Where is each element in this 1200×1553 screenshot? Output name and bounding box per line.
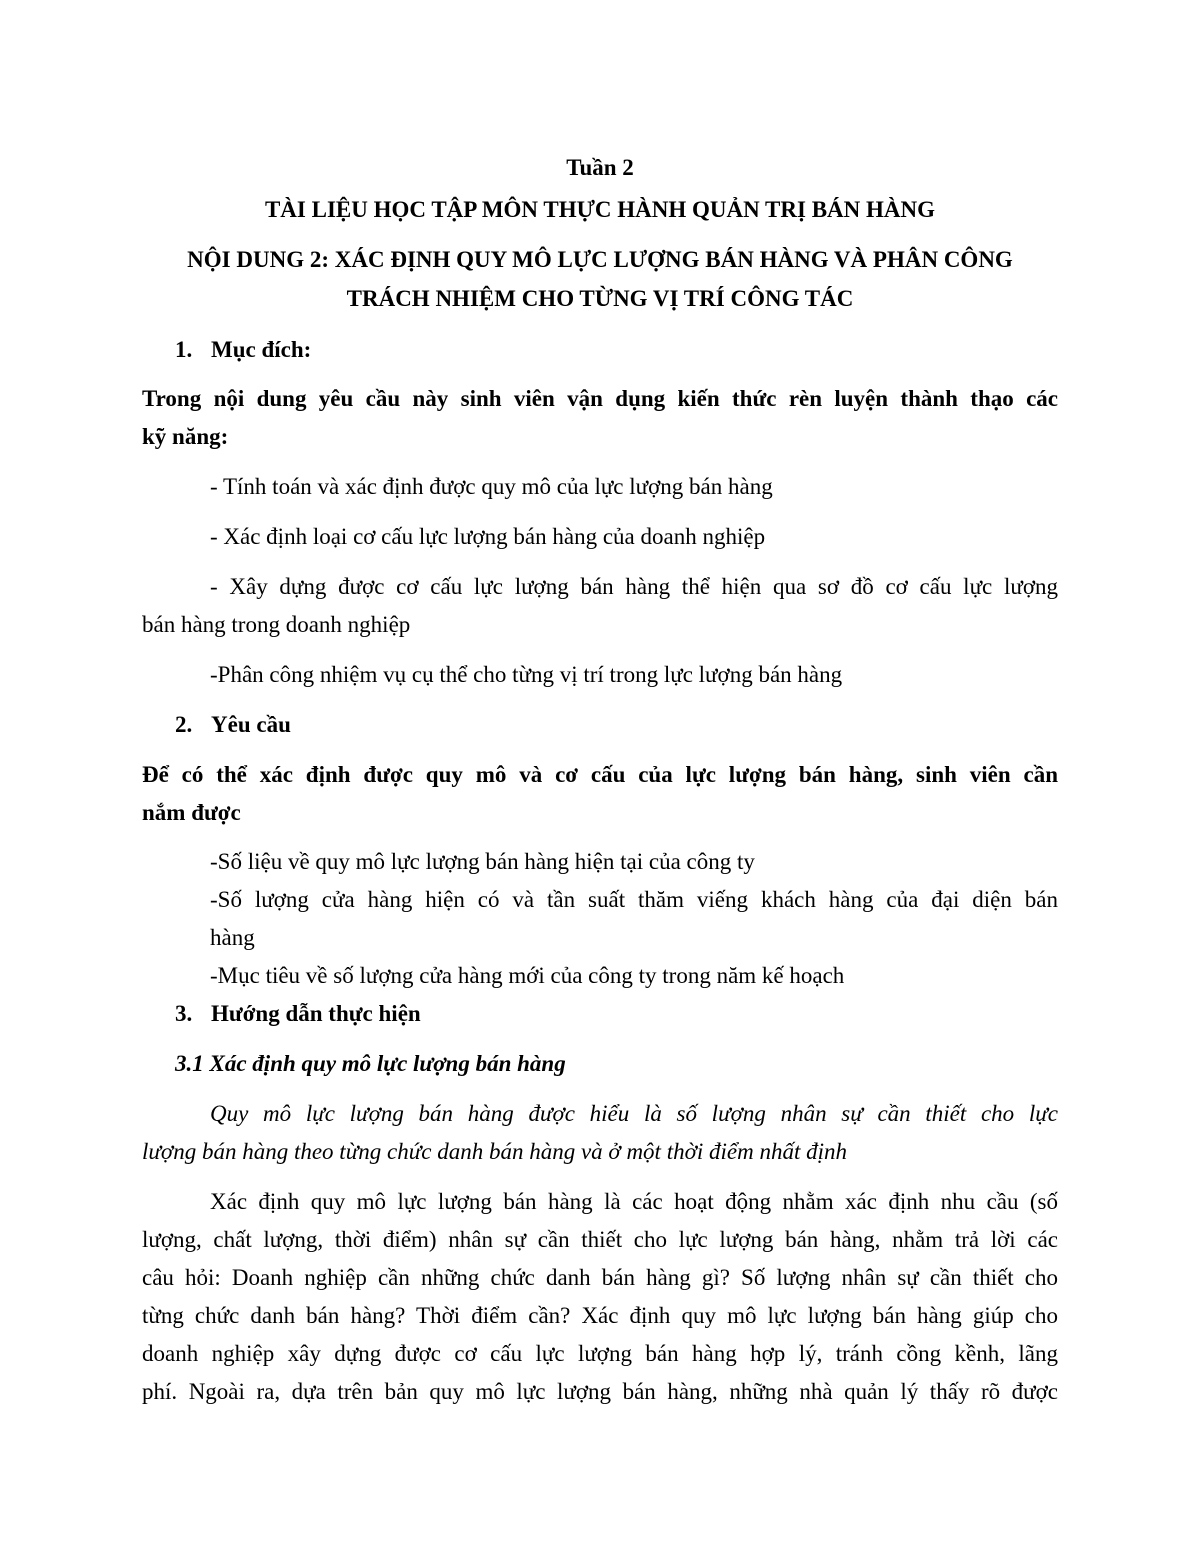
paragraph-line4: từng chức danh bán hàng? Thời điểm cần? Xác định quy mô lực lượng bán hàng giúp cho <box>142 1303 1058 1328</box>
section1-number: 1. <box>175 337 193 362</box>
section1-bullet1: - Tính toán và xác định được quy mô của lực lượng bán hàng <box>210 474 773 499</box>
section2-bullet2-line2: hàng <box>210 925 255 950</box>
definition-line2: lượng bán hàng theo từng chức danh bán hàng và ở một thời điểm nhất định <box>142 1139 847 1164</box>
section3-subheading: 3.1 Xác định quy mô lực lượng bán hàng <box>175 1051 566 1076</box>
section2-bullet1: -Số liệu về quy mô lực lượng bán hàng hiện tại của công ty <box>210 849 755 874</box>
section1-bullet2: - Xác định loại cơ cấu lực lượng bán hàng của doanh nghiệp <box>210 524 766 549</box>
document-title: TÀI LIỆU HỌC TẬP MÔN THỰC HÀNH QUẢN TRỊ BÁN HÀNG <box>264 197 936 222</box>
section2-heading <box>175 711 291 739</box>
section2-bullet3: -Mục tiêu về số lượng cửa hàng mới của công ty trong năm kế hoạch <box>210 963 845 988</box>
content-title-line1: NỘI DUNG 2: XÁC ĐỊNH QUY MÔ LỰC LƯỢNG BÁN HÀNG VÀ PHÂN CÔNG <box>187 247 1013 272</box>
paragraph-line5: doanh nghiệp xây dựng được cơ cấu lực lượng bán hàng hợp lý, tránh cồng kềnh, lãng <box>142 1341 1058 1366</box>
section2-number: 2. <box>175 712 193 737</box>
section3-heading-text: Hướng dẫn thực hiện <box>211 1001 421 1026</box>
section3-number: 3. <box>175 1001 193 1026</box>
section1-heading <box>175 336 311 364</box>
paragraph-line6: phí. Ngoài ra, dựa trên bản quy mô lực lượng bán hàng, những nhà quản lý thấy rõ được <box>142 1379 1058 1404</box>
section1-bullet3-line2: bán hàng trong doanh nghiệp <box>142 612 411 637</box>
section2-heading-text: Yêu cầu <box>211 712 291 737</box>
section1-bullet3-line1: - Xây dựng được cơ cấu lực lượng bán hàng thể hiện qua sơ đồ cơ cấu lực lượng <box>210 574 1058 599</box>
week-label: Tuần 2 <box>566 155 634 180</box>
content-title-line2: TRÁCH NHIỆM CHO TỪNG VỊ TRÍ CÔNG TÁC <box>346 286 854 311</box>
paragraph-line1: Xác định quy mô lực lượng bán hàng là các hoạt động nhằm xác định nhu cầu (số <box>210 1189 1058 1214</box>
section1-heading-text: Mục đích: <box>211 337 312 362</box>
section1-intro-line1: Trong nội dung yêu cầu này sinh viên vận dụng kiến thức rèn luyện thành thạo các <box>142 386 1058 411</box>
section2-intro-line2: nắm được <box>142 800 241 825</box>
section3-heading <box>175 1000 421 1028</box>
paragraph-line3: câu hỏi: Doanh nghiệp cần những chức danh bán hàng gì? Số lượng nhân sự cần thiết cho <box>142 1265 1058 1290</box>
section2-intro-line1: Để có thể xác định được quy mô và cơ cấu của lực lượng bán hàng, sinh viên cần <box>142 762 1058 787</box>
section2-bullet2-line1: -Số lượng cửa hàng hiện có và tần suất thăm viếng khách hàng của đại diện bán <box>210 887 1058 912</box>
section1-bullet4: -Phân công nhiệm vụ cụ thể cho từng vị trí trong lực lượng bán hàng <box>210 662 843 687</box>
section1-intro-line2: kỹ năng: <box>142 424 229 449</box>
definition-line1: Quy mô lực lượng bán hàng được hiểu là số lượng nhân sự cần thiết cho lực <box>210 1101 1058 1126</box>
paragraph-line2: lượng, chất lượng, thời điểm) nhân sự cần thiết cho lực lượng bán hàng, nhằm trả lời các <box>142 1227 1058 1252</box>
